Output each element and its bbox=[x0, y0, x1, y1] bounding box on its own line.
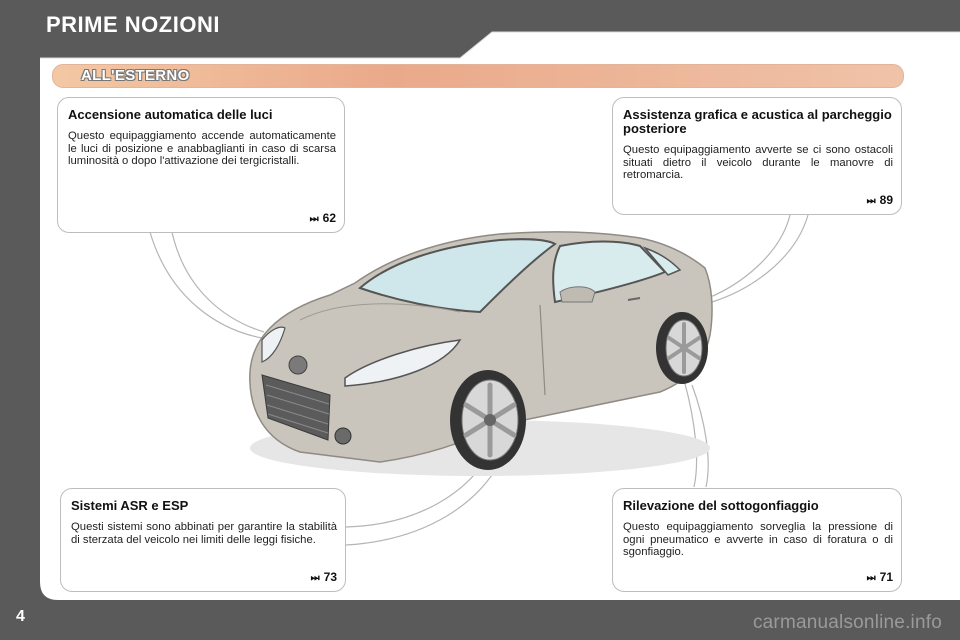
page-reference-number: 73 bbox=[323, 570, 337, 584]
page-reference-number: 89 bbox=[879, 193, 893, 207]
page-reference[interactable] bbox=[867, 193, 893, 207]
info-box-automatic-lights bbox=[57, 97, 345, 233]
info-box-title: Assistenza grafica e acustica al parcheggio posteriore bbox=[623, 107, 892, 136]
page-reference[interactable] bbox=[867, 570, 893, 584]
page-reference[interactable] bbox=[310, 211, 336, 225]
double-arrow-right-icon: ⏭ bbox=[866, 196, 876, 207]
page-reference[interactable] bbox=[311, 570, 337, 584]
info-box-title: Rilevazione del sottogonfiaggio bbox=[623, 498, 819, 513]
info-box-parking-assist bbox=[612, 97, 902, 215]
watermark: carmanualsonline.info bbox=[752, 612, 942, 633]
page-reference-number: 62 bbox=[322, 211, 336, 225]
info-box-text: Questi sistemi sono abbinati per garantire la stabilità di sterzata del veicolo nei limiti delle leggi fisiche. bbox=[71, 521, 337, 546]
double-arrow-right-icon: ⏭ bbox=[866, 573, 876, 584]
info-box-title: Accensione automatica delle luci bbox=[68, 107, 273, 122]
page-reference-number: 71 bbox=[879, 570, 893, 584]
page-number: 4 bbox=[16, 608, 25, 625]
info-box-tyre-pressure bbox=[612, 488, 902, 592]
double-arrow-right-icon: ⏭ bbox=[310, 573, 320, 584]
info-box-text: Questo equipaggiamento sorveglia la pressione di ogni pneumatico e avverte in caso di foratura o di sgonfiaggio. bbox=[623, 521, 893, 558]
info-box-asr-esp bbox=[60, 488, 346, 592]
double-arrow-right-icon: ⏭ bbox=[309, 214, 319, 225]
info-box-title: Sistemi ASR e ESP bbox=[71, 498, 189, 513]
section-banner-label: ALL'ESTERNO bbox=[81, 67, 190, 84]
info-box-text: Questo equipaggiamento accende automaticamente le luci di posizione e anabbaglianti in caso di scarsa luminosità o dopo l'attivazione dei tergicristalli. bbox=[68, 130, 336, 167]
info-box-text: Questo equipaggiamento avverte se ci sono ostacoli situati dietro il veicolo durante le manovre di retromarcia. bbox=[623, 144, 893, 181]
page-title: PRIME NOZIONI bbox=[46, 12, 220, 37]
